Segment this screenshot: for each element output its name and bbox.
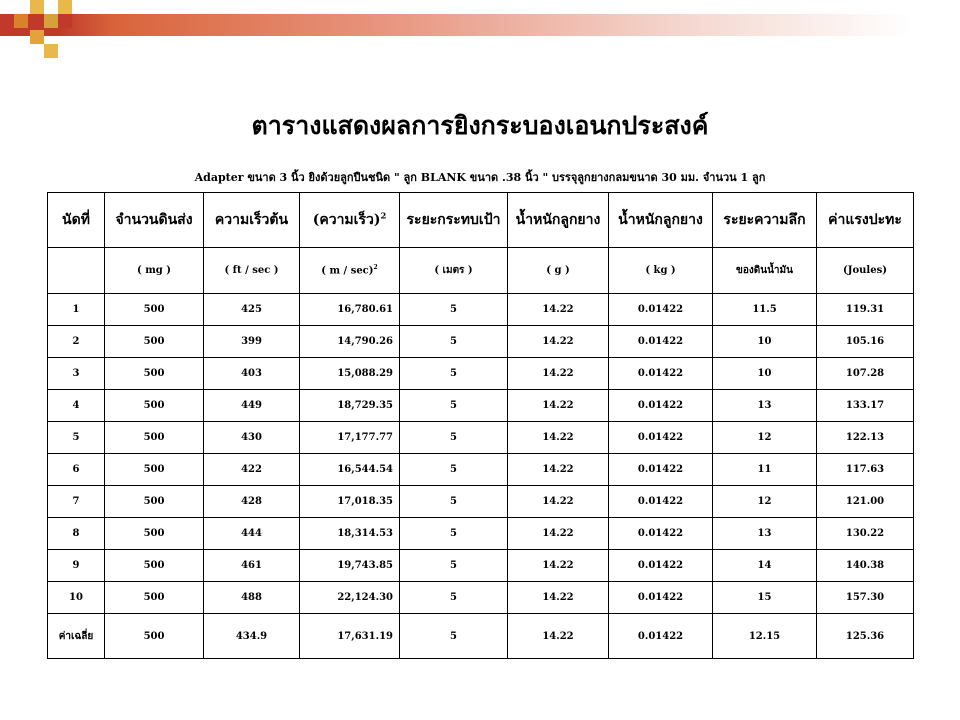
table-cell: 105.16 (817, 326, 914, 358)
superscript: 2 (373, 264, 378, 272)
table-cell: 15 (713, 582, 817, 614)
table-cell: 5 (400, 454, 508, 486)
unit-cell: ( mg ) (105, 248, 204, 294)
unit-cell: ( ft / sec ) (204, 248, 300, 294)
table-cell: 13 (713, 390, 817, 422)
table-cell: 14.22 (508, 422, 609, 454)
table-row (48, 294, 914, 326)
column-header: จำนวนดินส่ง (105, 193, 204, 248)
table-cell: 14.22 (508, 454, 609, 486)
table-cell: 425 (204, 294, 300, 326)
table-cell: 500 (105, 358, 204, 390)
table-cell: 17,177.77 (300, 422, 400, 454)
table-row (48, 518, 914, 550)
table-cell: 500 (105, 294, 204, 326)
unit-cell: ของดินน้ำมัน (713, 248, 817, 294)
table-row (48, 326, 914, 358)
table-cell: 5 (400, 550, 508, 582)
table-cell: 12 (713, 486, 817, 518)
table-cell: 121.00 (817, 486, 914, 518)
table-cell: 140.38 (817, 550, 914, 582)
decorative-square (30, 30, 44, 44)
table-cell: 428 (204, 486, 300, 518)
table-row (48, 486, 914, 518)
table-row (48, 454, 914, 486)
table-row (48, 550, 914, 582)
table-cell: 0.01422 (609, 550, 713, 582)
table-cell: 13 (713, 518, 817, 550)
table-cell: 157.30 (817, 582, 914, 614)
table-cell: 15,088.29 (300, 358, 400, 390)
table-cell: 5 (400, 614, 508, 659)
table-cell: 5 (400, 358, 508, 390)
table-row (48, 358, 914, 390)
table-cell: 3 (48, 358, 105, 390)
table-cell: 10 (713, 326, 817, 358)
table-cell: 11.5 (713, 294, 817, 326)
column-header: ระยะความลึก (713, 193, 817, 248)
table-cell: 430 (204, 422, 300, 454)
table-cell: 5 (400, 486, 508, 518)
unit-cell: ( kg ) (609, 248, 713, 294)
page-title: ตารางแสดงผลการยิงกระบองเอนกประสงค์ (251, 111, 709, 140)
table-cell: 399 (204, 326, 300, 358)
table-cell: 12 (713, 422, 817, 454)
table-cell: 2 (48, 326, 105, 358)
unit-cell: ( g ) (508, 248, 609, 294)
column-header: ค่าแรงปะทะ (817, 193, 914, 248)
table-cell: 14.22 (508, 326, 609, 358)
table-cell: ค่าเฉลี่ย (48, 614, 105, 659)
table-cell: 500 (105, 326, 204, 358)
table-cell: 4 (48, 390, 105, 422)
table-cell: 5 (400, 582, 508, 614)
column-header: ความเร็วต้น (204, 193, 300, 248)
table-cell: 5 (400, 422, 508, 454)
table-cell: 500 (105, 518, 204, 550)
column-header: น้ำหนักลูกยาง (609, 193, 713, 248)
table-cell: 17,018.35 (300, 486, 400, 518)
table-cell: 0.01422 (609, 614, 713, 659)
column-header-text: (ความเร็ว) (312, 212, 381, 228)
column-header: น้ำหนักลูกยาง (508, 193, 609, 248)
table-cell: 14.22 (508, 294, 609, 326)
table-cell: 8 (48, 518, 105, 550)
table-cell: 500 (105, 614, 204, 659)
header-row (48, 193, 914, 248)
table-cell: 5 (400, 294, 508, 326)
table-cell: 125.36 (817, 614, 914, 659)
decorative-square (44, 14, 58, 28)
table-cell: 0.01422 (609, 454, 713, 486)
table-cell: 500 (105, 422, 204, 454)
table-cell: 0.01422 (609, 582, 713, 614)
table-cell: 488 (204, 582, 300, 614)
table-cell: 444 (204, 518, 300, 550)
table-cell: 9 (48, 550, 105, 582)
table-cell: 500 (105, 550, 204, 582)
table-cell: 0.01422 (609, 358, 713, 390)
table-cell: 22,124.30 (300, 582, 400, 614)
table-row (48, 582, 914, 614)
table-cell: 14.22 (508, 550, 609, 582)
table-cell: 0.01422 (609, 422, 713, 454)
table-cell: 117.63 (817, 454, 914, 486)
table-cell: 133.17 (817, 390, 914, 422)
table-cell: 119.31 (817, 294, 914, 326)
table-cell: 14.22 (508, 582, 609, 614)
results-table (47, 192, 914, 659)
page-subtitle: Adapter ขนาด 3 นิ้ว ยิงด้วยลูกปืนชนิด " ลูก BLANK ขนาด .38 นิ้ว " บรรจุลูกยางกลมขนาด 30 มม. จำนวน 1 ลูก (194, 171, 766, 184)
table-cell: 1 (48, 294, 105, 326)
table-cell: 0.01422 (609, 518, 713, 550)
table-cell: 461 (204, 550, 300, 582)
table-cell: 14.22 (508, 390, 609, 422)
table-cell: 12.15 (713, 614, 817, 659)
table-cell: 500 (105, 582, 204, 614)
table-row (48, 422, 914, 454)
unit-cell: ( เมตร ) (400, 248, 508, 294)
table-cell: 0.01422 (609, 390, 713, 422)
superscript: 2 (380, 210, 387, 221)
table-cell: 403 (204, 358, 300, 390)
table-cell: 500 (105, 486, 204, 518)
column-header: นัดที่ (48, 193, 105, 248)
table-cell: 5 (48, 422, 105, 454)
decorative-square (30, 0, 44, 14)
decorative-square (58, 0, 72, 14)
table-cell: 500 (105, 454, 204, 486)
table-cell: 0.01422 (609, 294, 713, 326)
table-cell: 18,314.53 (300, 518, 400, 550)
average-row (48, 614, 914, 659)
table-cell: 14.22 (508, 614, 609, 659)
unit-cell (300, 248, 400, 294)
table-cell: 10 (713, 358, 817, 390)
decorative-square (14, 14, 28, 28)
table-cell: 0.01422 (609, 326, 713, 358)
table-cell: 14 (713, 550, 817, 582)
table-cell: 19,743.85 (300, 550, 400, 582)
table-cell: 434.9 (204, 614, 300, 659)
table-cell: 16,544.54 (300, 454, 400, 486)
data-rows (48, 294, 914, 614)
table-cell: 17,631.19 (300, 614, 400, 659)
unit-cell: (Joules) (817, 248, 914, 294)
table-cell: 18,729.35 (300, 390, 400, 422)
unit-text: ( m / sec) (321, 265, 374, 277)
units-row (48, 248, 914, 294)
table-cell: 6 (48, 454, 105, 486)
table-cell: 0.01422 (609, 486, 713, 518)
column-header (300, 193, 400, 248)
unit-cell (48, 248, 105, 294)
table-cell: 7 (48, 486, 105, 518)
table-cell: 16,780.61 (300, 294, 400, 326)
table-cell: 14.22 (508, 358, 609, 390)
table-cell: 122.13 (817, 422, 914, 454)
table-cell: 107.28 (817, 358, 914, 390)
table-cell: 10 (48, 582, 105, 614)
decorative-square (44, 44, 58, 58)
table-cell: 130.22 (817, 518, 914, 550)
table-cell: 14.22 (508, 486, 609, 518)
table-cell: 5 (400, 390, 508, 422)
table-cell: 11 (713, 454, 817, 486)
table-cell: 422 (204, 454, 300, 486)
table-cell: 500 (105, 390, 204, 422)
table-cell: 5 (400, 326, 508, 358)
decorative-top-band (0, 14, 960, 36)
decorative-square (58, 14, 72, 28)
table-cell: 449 (204, 390, 300, 422)
table-row (48, 390, 914, 422)
table-cell: 14.22 (508, 518, 609, 550)
table-cell: 5 (400, 518, 508, 550)
table-cell: 14,790.26 (300, 326, 400, 358)
column-header: ระยะกระทบเป้า (400, 193, 508, 248)
